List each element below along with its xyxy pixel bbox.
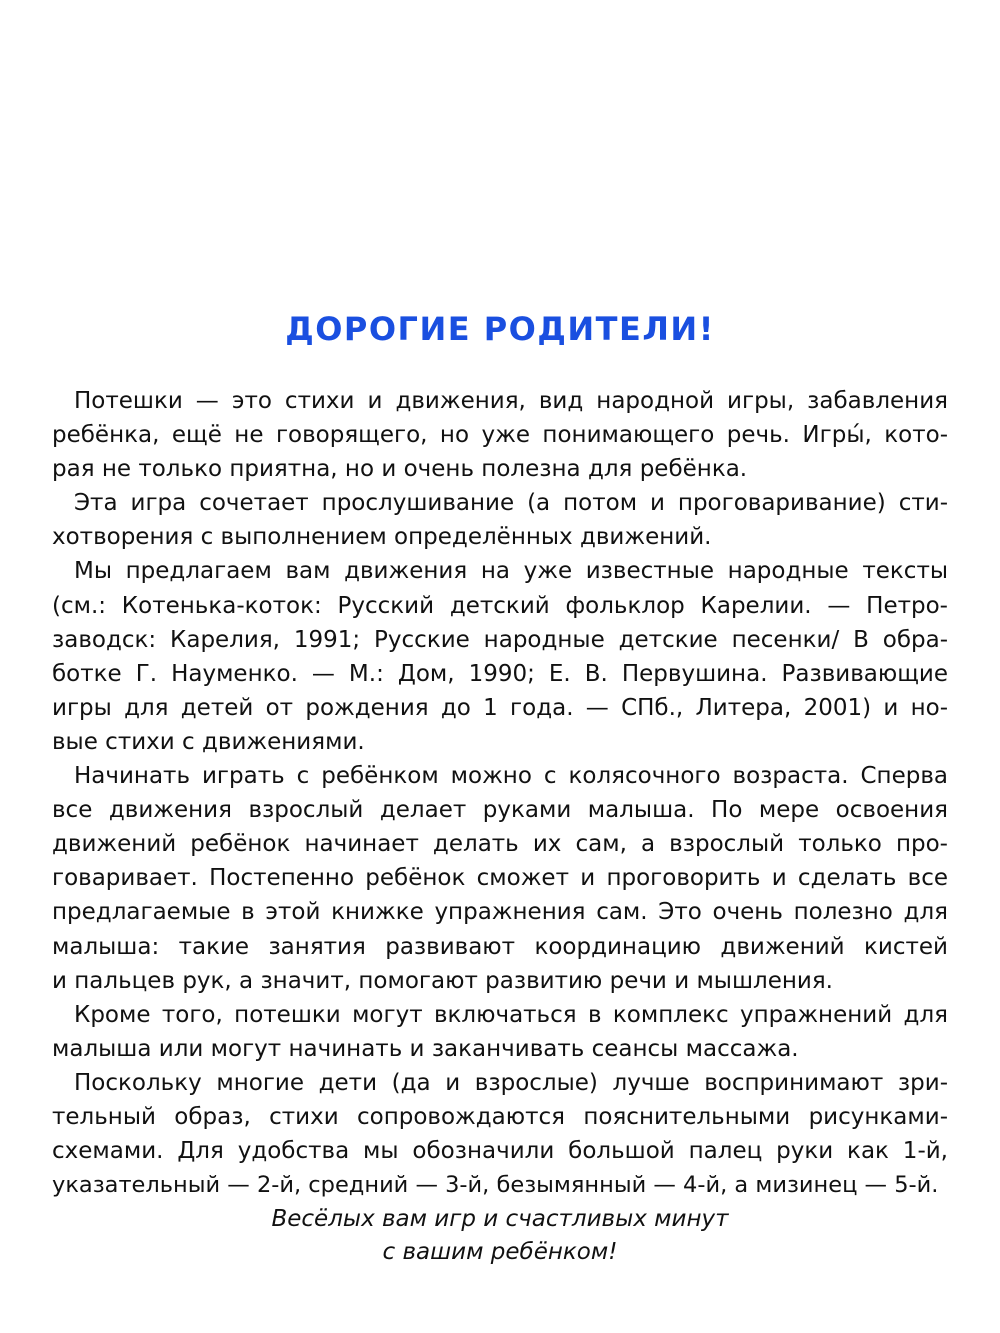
paragraph-line: Эта игра сочетает прослушивание (а потом и проговаривание) сти-	[74, 490, 948, 517]
paragraph-line: (см.: Котенька-коток: Русский детский фольклор Карелии. — Петро-	[52, 592, 948, 619]
page-title: ДОРОГИЕ РОДИТЕЛИ!	[285, 310, 715, 348]
paragraph-line: движений ребёнок начинает делать их сам, а взрослый только про-	[52, 831, 948, 858]
paragraph-line: схемами. Для удобства мы обозначили большой палец руки как 1-й,	[52, 1138, 948, 1165]
closing-line-2: с вашим ребёнком!	[382, 1239, 618, 1265]
paragraph-line: тельный образ, стихи сопровождаются пояснительными рисунками-	[52, 1103, 948, 1130]
paragraph-line: Потешки — это стихи и движения, вид народной игры, забавления	[74, 388, 948, 414]
paragraph-line: Мы предлагаем вам движения на уже известные народные тексты	[74, 558, 948, 585]
paragraph-line: и пальцев рук, а значит, помогают развитию речи и мышления.	[52, 967, 833, 994]
paragraph	[52, 1066, 948, 1202]
paragraph-line: Кроме того, потешки могут включаться в комплекс упражнений для	[74, 1001, 948, 1028]
paragraph	[52, 554, 948, 759]
paragraph-line: ребёнка, ещё не говорящего, но уже понимающего речь. Игры́, кото-	[52, 422, 948, 449]
paragraph-line: вые стихи с движениями.	[52, 728, 365, 755]
body-text	[52, 384, 948, 1202]
paragraph	[52, 486, 948, 554]
paragraph-line: рая не только приятна, но и очень полезна для ребёнка.	[52, 456, 748, 483]
paragraph	[52, 384, 948, 486]
paragraph-line: малыша: такие занятия развивают координацию движений кистей	[52, 933, 948, 960]
paragraph-line: хотворения с выполнением определённых движений.	[52, 524, 712, 551]
paragraph-line: предлагаемые в этой книжке упражнения сам. Это очень полезно для	[52, 899, 948, 926]
paragraph-line: заводск: Карелия, 1991; Русские народные детские песенки/ В обра-	[52, 626, 948, 653]
closing-wish	[0, 1203, 1000, 1269]
paragraph-line: указательный — 2-й, средний — 3-й, безымянный — 4-й, а мизинец — 5-й.	[52, 1172, 939, 1199]
paragraph-line: Поскольку многие дети (да и взрослые) лучше воспринимают зри-	[74, 1069, 948, 1096]
paragraph-line: малыша или могут начинать и заканчивать сеансы массажа.	[52, 1035, 799, 1062]
paragraph-line: ботке Г. Науменко. — М.: Дом, 1990; Е. В. Первушина. Развивающие	[52, 660, 948, 687]
paragraph	[52, 998, 948, 1066]
paragraph	[52, 759, 948, 998]
paragraph-line: все движения взрослый делает руками малыша. По мере освоения	[52, 797, 948, 824]
closing-line-1: Весёлых вам игр и счастливых минут	[271, 1206, 729, 1232]
paragraph-line: говаривает. Постепенно ребёнок сможет и проговорить и сделать все	[52, 865, 948, 892]
paragraph-line: игры для детей от рождения до 1 года. — СПб., Литера, 2001) и но-	[52, 694, 948, 721]
paragraph-line: Начинать играть с ребёнком можно с колясочного возраста. Сперва	[74, 763, 948, 790]
